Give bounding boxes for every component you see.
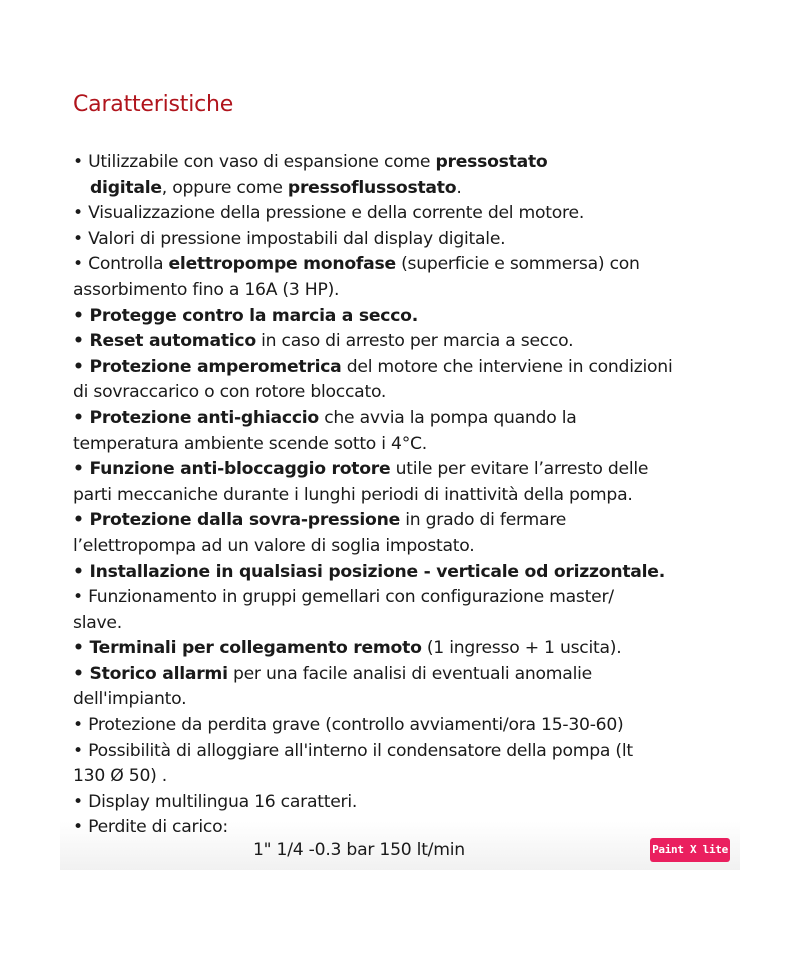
feature-list bbox=[73, 150, 733, 841]
feature-bold-text: pressoflussostato bbox=[287, 177, 457, 198]
feature-line bbox=[73, 560, 733, 586]
feature-line bbox=[73, 355, 733, 381]
feature-text: assorbimento fino a 16A (3 HP). bbox=[73, 279, 340, 300]
feature-text: (1 ingresso + 1 uscita). bbox=[421, 638, 622, 659]
feature-text: parti meccaniche durante i lunghi periodi di inattività della pompa. bbox=[73, 484, 633, 505]
feature-line bbox=[73, 380, 733, 406]
feature-text: • Perdite di carico: bbox=[73, 817, 228, 838]
feature-text: dell'impianto. bbox=[73, 689, 187, 710]
feature-text: (superficie e sommersa) con bbox=[395, 254, 640, 275]
feature-text: • Visualizzazione della pressione e della corrente del motore. bbox=[73, 203, 585, 224]
feature-text: • Utilizzabile con vaso di espansione come bbox=[73, 152, 436, 172]
feature-line bbox=[73, 585, 733, 611]
feature-bold-text: • Reset automatico bbox=[73, 331, 256, 352]
feature-line bbox=[73, 278, 733, 304]
feature-bold-text: • Storico allarmi bbox=[73, 663, 228, 684]
feature-text: di sovraccarico o con rotore bloccato. bbox=[73, 382, 387, 403]
feature-text: • Display multilingua 16 caratteri. bbox=[73, 791, 358, 812]
feature-text: per una facile analisi di eventuali anomalie bbox=[227, 663, 592, 684]
feature-text: • Valori di pressione impostabili dal display digitale. bbox=[73, 228, 506, 249]
feature-line bbox=[73, 508, 733, 534]
feature-line bbox=[73, 764, 733, 790]
feature-bold-text: pressostato bbox=[435, 152, 548, 172]
feature-line bbox=[73, 790, 733, 816]
feature-line bbox=[73, 304, 733, 330]
feature-text: in grado di fermare bbox=[400, 510, 567, 531]
feature-text: in caso di arresto per marcia a secco. bbox=[255, 331, 574, 352]
feature-text: del motore che interviene in condizioni bbox=[341, 356, 673, 377]
feature-line bbox=[73, 687, 733, 713]
feature-bold-text: • Protegge contro la marcia a secco. bbox=[73, 305, 418, 326]
feature-bold-text: digitale bbox=[90, 177, 162, 198]
feature-bold-text: • Installazione in qualsiasi posizione - verticale od orizzontale. bbox=[73, 561, 665, 582]
feature-text: slave. bbox=[73, 612, 122, 633]
feature-bold-text: elettropompe monofase bbox=[168, 254, 396, 275]
feature-bold-text: • Funzione anti-bloccaggio rotore bbox=[73, 459, 391, 480]
feature-bold-text: • Protezione dalla sovra-pressione bbox=[73, 510, 401, 531]
feature-bold-text: • Terminali per collegamento remoto bbox=[73, 638, 422, 659]
feature-text: , oppure come bbox=[161, 177, 288, 198]
feature-text: • Protezione da perdita grave (controllo avviamenti/ora 15-30-60) bbox=[73, 715, 624, 736]
feature-line bbox=[73, 201, 733, 227]
feature-line bbox=[73, 432, 733, 458]
feature-line bbox=[73, 662, 733, 688]
feature-text: • Controlla bbox=[73, 254, 169, 275]
feature-line bbox=[73, 739, 733, 765]
feature-text: • Funzionamento in gruppi gemellari con configurazione master/ bbox=[73, 587, 614, 608]
feature-line bbox=[73, 534, 733, 560]
feature-line bbox=[73, 406, 733, 432]
feature-line bbox=[73, 329, 733, 355]
feature-line bbox=[73, 227, 733, 253]
feature-line bbox=[73, 150, 733, 176]
feature-line bbox=[73, 252, 733, 278]
paint-x-lite-badge: Paint X lite bbox=[650, 838, 730, 862]
feature-text: 130 Ø 50) . bbox=[73, 766, 168, 787]
feature-text: l’elettropompa ad un valore di soglia impostato. bbox=[73, 535, 475, 556]
pressure-loss-value: 1" 1/4 -0.3 bar 150 lt/min bbox=[253, 840, 465, 860]
feature-text: temperatura ambiente scende sotto i 4°C. bbox=[73, 433, 428, 454]
section-title: Caratteristiche bbox=[73, 92, 234, 117]
feature-line bbox=[73, 483, 733, 509]
feature-line bbox=[73, 176, 733, 202]
feature-bold-text: • Protezione amperometrica bbox=[73, 356, 342, 377]
feature-line bbox=[73, 611, 733, 637]
feature-text: • Possibilità di alloggiare all'interno il condensatore della pompa (lt bbox=[73, 740, 633, 761]
feature-line bbox=[73, 636, 733, 662]
feature-text: utile per evitare l’arresto delle bbox=[390, 459, 649, 480]
feature-bold-text: • Protezione anti-ghiaccio bbox=[73, 407, 319, 428]
feature-line bbox=[73, 713, 733, 739]
feature-line bbox=[73, 457, 733, 483]
feature-text: che avvia la pompa quando la bbox=[318, 407, 577, 428]
feature-text: . bbox=[456, 177, 462, 198]
